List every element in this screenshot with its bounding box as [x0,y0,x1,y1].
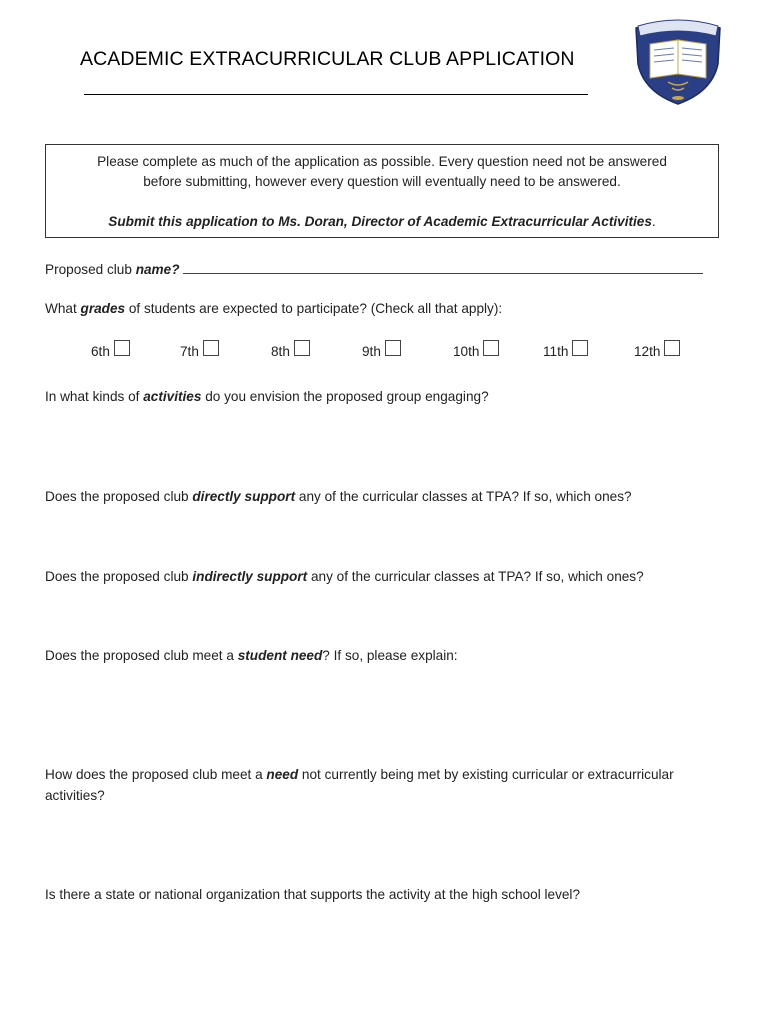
checkbox[interactable] [114,340,130,356]
question-keyword: name? [135,262,180,277]
school-crest-logo [632,18,724,106]
question-text: What [45,301,81,316]
grade-label: 11th [543,344,569,359]
question-text: Proposed club [45,262,136,277]
question-text-end: do you envision the proposed group engaging? [201,389,489,404]
question-keyword: need [266,767,299,782]
question-indirect-support [45,566,725,587]
question-text-end: ? If so, please explain: [322,648,458,663]
checkbox[interactable] [664,340,680,356]
question-activities [45,386,725,407]
question-text: Does the proposed club [45,489,193,504]
club-name-field[interactable] [183,261,703,274]
submit-text: Submit this application to Ms. Doran, Director of Academic Extracurricular Activities [108,214,652,229]
page-title: ACADEMIC EXTRACURRICULAR CLUB APPLICATION [80,48,575,70]
instructions-box [45,144,719,238]
grade-option-8th[interactable] [271,343,310,359]
grade-label: 8th [271,344,290,359]
title-underline [84,94,588,95]
grade-label: 12th [634,344,661,359]
question-organization [45,884,725,905]
question-keyword: indirectly support [192,569,308,584]
grade-label: 9th [362,344,381,359]
question-keyword: grades [80,301,126,316]
checkbox[interactable] [203,340,219,356]
grade-option-9th[interactable] [362,343,401,359]
grade-option-12th[interactable] [634,343,680,359]
checkbox[interactable] [572,340,588,356]
grade-option-11th[interactable] [543,343,588,359]
question-keyword: activities [143,389,202,404]
question-text: How does the proposed club meet a [45,767,267,782]
grade-label: 7th [180,344,199,359]
checkbox[interactable] [483,340,499,356]
question-direct-support [45,486,725,507]
question-keyword: directly support [192,489,296,504]
submit-instructions [46,212,718,232]
grade-option-6th[interactable] [91,343,130,359]
question-grades [45,298,725,319]
instructions-line-2: before submitting, however every question will eventually need to be answered. [143,174,621,189]
instructions-line-1: Please complete as much of the application as possible. Every question need not be answered [97,154,667,169]
question-text-end: of students are expected to participate? (Check all that apply): [125,301,503,316]
grade-label: 6th [91,344,110,359]
question-text: In what kinds of [45,389,144,404]
submit-period: . [651,214,656,229]
checkbox[interactable] [385,340,401,356]
question-text: Is there a state or national organization that supports the activity at the high school level? [45,887,581,902]
grade-option-7th[interactable] [180,343,219,359]
question-unmet-need [45,764,685,806]
checkbox[interactable] [294,340,310,356]
question-text-end: any of the curricular classes at TPA? If so, which ones? [307,569,644,584]
grade-option-10th[interactable] [453,343,499,359]
grade-label: 10th [453,344,480,359]
question-text-end: not currently being met by existing curricular or extracurricular activities? [45,767,674,803]
question-keyword: student need [237,648,323,663]
question-text: Does the proposed club [45,569,193,584]
question-club-name [45,259,725,280]
question-student-need [45,645,725,666]
question-text-end: any of the curricular classes at TPA? If so, which ones? [295,489,632,504]
question-text: Does the proposed club meet a [45,648,238,663]
